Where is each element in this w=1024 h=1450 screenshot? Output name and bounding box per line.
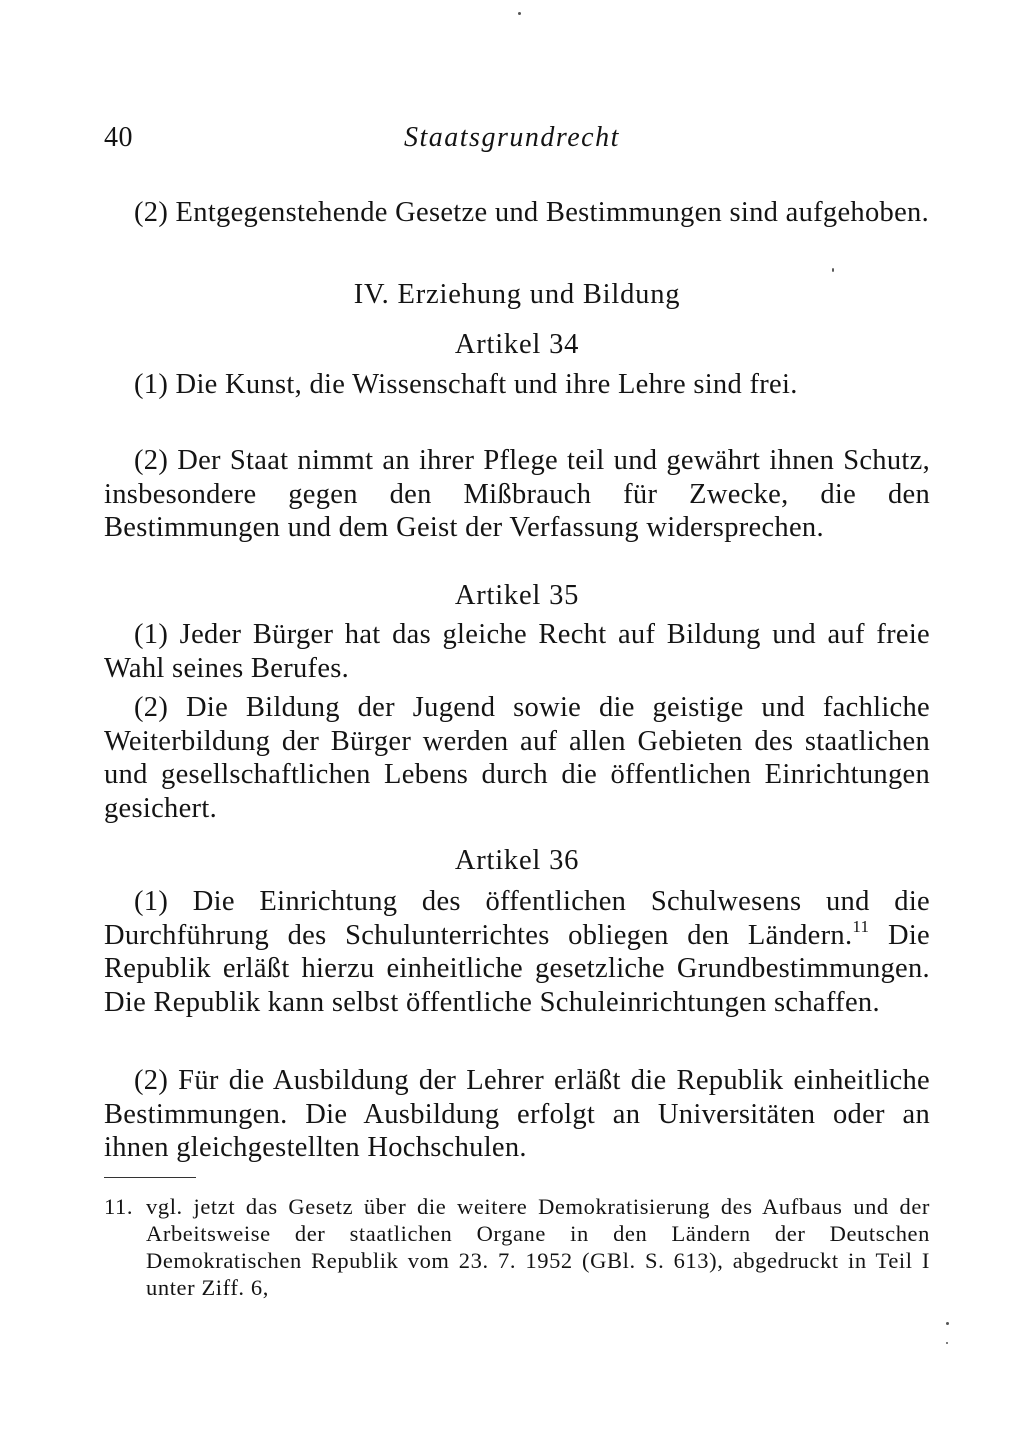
footnote [104,1193,930,1301]
paragraph-text: (2) Die Bildung der Jugend sowie die geistige und fachliche Weiterbildung der Bürger werden auf allen Gebieten des staatlichen und gesellschaftlichen Lebens durch die öffentlichen Einrichtungen gesichert. [104,692,930,824]
paragraph-text: (2) Für die Ausbildung der Lehrer erläßt die Republik einheitliche Bestimmungen. Die Ausbildung erfolgt an Universitäten oder an ihnen gleichgestellten Hochschulen. [104,1065,930,1163]
footnote-number: 11. [104,1194,134,1219]
paragraph-text: (1) Jeder Bürger hat das gleiche Recht auf Bildung und auf freie Wahl seines Berufes. [104,619,930,684]
article-35-paragraph-2 [104,691,930,825]
scan-speck [518,12,521,15]
paragraph-text-part: Die Republik erläßt hierzu einheitliche gesetzliche Grundbestimmungen. Die Republik kann selbst öffentliche Schuleinrichtungen schaffen. [104,919,930,1018]
article-35-title: Artikel 35 [454,580,580,611]
article-36-paragraph-2 [104,1064,930,1165]
paragraph-prev-2 [104,196,930,230]
scan-speck [946,1342,948,1344]
article-34-title: Artikel 34 [454,329,580,360]
footnote-divider [104,1177,196,1178]
article-36-paragraph-1 [104,885,930,1019]
running-title: Staatsgrundrecht [404,122,620,153]
paragraph-text [104,885,930,1019]
page-number: 40 [104,122,133,153]
footnote-reference: 11 [852,916,870,936]
article-34-paragraph-1 [104,368,930,402]
paragraph-text: (2) Entgegenstehende Gesetze und Bestimmungen sind aufgehoben. [134,197,930,228]
page-header [104,122,930,162]
paragraph-text-part: (1) Die Einrichtung des öffentlichen Schulwesens und die Durchführung des Schulunterrichtes obliegen den Ländern. [104,886,930,951]
scan-speck [946,1322,949,1325]
footnote-text: vgl. jetzt das Gesetz über die weitere Demokratisierung des Aufbaus und der Arbeitsweise der staatlichen Organe in den Ländern der Deutschen Demokratischen Republik vom 23. 7. 1952 (GBl. S. 613), abgedruckt in Teil I unter Ziff. 6, [146,1194,930,1300]
section-title: IV. Erziehung und Bildung [353,279,681,310]
article-34-paragraph-2 [104,444,930,545]
article-36-title: Artikel 36 [454,845,580,876]
article-35-paragraph-1 [104,618,930,685]
paragraph-text: (2) Der Staat nimmt an ihrer Pflege teil und gewährt ihnen Schutz, insbesondere gegen den Mißbrauch für Zwecke, die den Bestimmungen und dem Geist der Verfassung widersprechen. [104,445,930,543]
scan-speck [832,268,834,272]
paragraph-text: (1) Die Kunst, die Wissenschaft und ihre Lehre sind frei. [134,369,798,400]
